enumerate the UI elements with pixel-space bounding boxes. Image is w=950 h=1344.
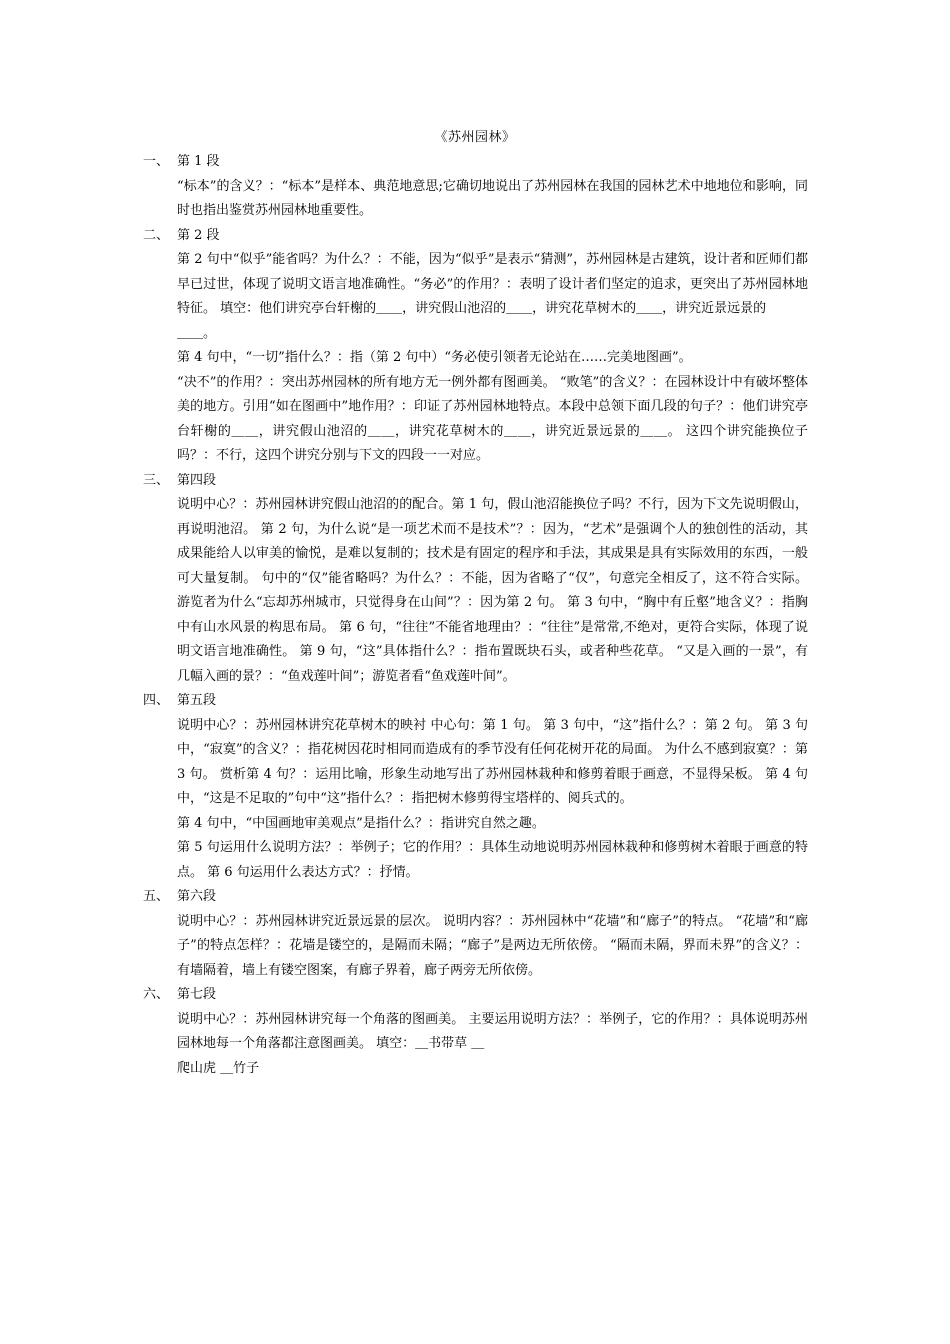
section-heading [143,224,808,249]
section-heading [143,885,808,910]
section-1 [143,150,808,224]
section-4 [143,689,808,885]
section-paragraph: “决不”的作用？：突出苏州园林的所有地方无一例外都有图画美。 “败笔”的含义？：在园林设计中有破坏整体美的地方。引用“如在图画中”地作用？：印证了苏州园林地特点。本段中总领下面几段的句子？：他们讲究亭台轩榭的＿＿，讲究假山池沼的＿＿，讲究花草树木的＿＿，讲究近景远景的＿＿。 这四个讲究能换位子吗？：不行，这四个讲究分别与下文的四段一一对应。 [177,374,808,463]
section-paragraph: 说明中心？：苏州园林讲究假山池沼的的配合。第 1 句，假山池沼能换位子吗？不行，因为下文先说明假山，再说明池沼。 第 2 句，为什么说“是一项艺术而不是技术”？：因为，“艺术”是强调个人的独创性的活动，其成果能给人以审美的愉悦，是难以复制的；技术是有固定的程序和手法，其成果是具有实际效用的东西，一般可大量复制。 句中的“仅”能省略吗？为什么？：不能，因为省略了“仅”，句意完全相反了，这不符合实际。 游览者为什么“忘却苏州城市，只觉得身在山间”？：因为第 2 句。 第 3 句中，“胸中有丘壑”地含义？：指胸中有山水风景的构思布局。 第 6 句，“往往”不能省地理由？：“往往”是常常,不绝对，更符合实际，体现了说明文语言地准确性。 第 9 句，“这”具体指什么？：指布置既块石头，或者种些花草。 “又是入画的一景”，有几幅入画的景？：“鱼戏莲叶间”；游览者看“鱼戏莲叶间”。 [177,497,808,684]
section-6 [143,983,808,1081]
section-heading [143,469,808,494]
section-heading-text: 第 1 段 [177,154,220,169]
section-heading [143,689,808,714]
section-paragraph: 第 5 句运用什么说明方法？：举例子；它的作用？：具体生动地说明苏州园林栽种和修剪树木着眼于画意的特点。 第 6 句运用什么表达方式？：抒情。 [177,840,808,880]
section-3 [143,469,808,690]
section-number: 三、 [143,472,170,488]
section-paragraph: “标本”的含义？：“标本”是样本、典范地意思;它确切地说出了苏州园林在我国的园林艺术中地地位和影响，同时也指出鉴赏苏州园林地重要性。 [177,178,808,218]
section-heading [143,150,808,175]
section-number: 二、 [143,227,170,243]
section-number: 一、 [143,154,170,169]
section-heading-text: 第 2 段 [177,227,220,243]
section-2 [143,224,808,469]
section-paragraph: 爬山虎 ＿竹子 [177,1060,260,1076]
section-paragraph: ＿＿。 [177,325,217,341]
section-paragraph: 第 2 句中“似乎”能省吗？为什么？：不能，因为“似乎”是表示“猜测”，苏州园林是古建筑，设计者和匠师们都早已过世，体现了说明文语言地准确性。“务必”的作用？：表明了设计者们坚定的追求，更突出了苏州园林地特征。 填空：他们讲究亭台轩榭的＿＿，讲究假山池沼的＿＿，讲究花草树木的＿＿，讲究近景远景的 [177,252,808,316]
section-5 [143,885,808,983]
section-heading-text: 第五段 [177,693,217,708]
section-paragraph: 第 4 句中，“一切”指什么？：指（第 2 句中）“务必使引领者无论站在……完美地图画”。 [177,350,692,365]
document-body [143,150,808,1081]
section-number: 六、 [143,987,170,1002]
section-paragraph: 说明中心？：苏州园林讲究每一个角落的图画美。 主要运用说明方法？：举例子，它的作用？：具体说明苏州园林地每一个角落都注意图画美。 填空：＿书带草 ＿ [177,1011,808,1051]
section-heading [143,983,808,1008]
section-paragraph: 第 4 句中，“中国画地审美观点”是指什么？：指讲究自然之趣。 [177,815,545,831]
section-heading-text: 第六段 [177,889,217,904]
section-paragraph: 说明中心？：苏州园林讲究近景远景的层次。 说明内容？：苏州园林中“花墙”和“廊子”的特点。 “花墙”和“廊子”的特点怎样？：花墙是镂空的，是隔而未隔；“廊子”是两边无所依傍。 “隔而未隔，界而未界”的含义？：有墙隔着，墙上有镂空图案，有廊子界着，廊子两旁无所依傍。 [177,913,808,978]
section-heading-text: 第七段 [177,987,217,1002]
section-paragraph: 说明中心？：苏州园林讲究花草树木的映衬 中心句：第 1 句。 第 3 句中，“这”指什么？：第 2 句。 第 3 句中，“寂寞”的含义？：指花树因花时相同而造成有的季节没有任何花树开花的局面。 为什么不感到寂寞？：第 3 句。 赏析第 4 句？：运用比喻，形象生动地写出了苏州园林栽种和修剪着眼于画意，不显得呆板。 第 4 句中，“这是不足取的”句中“这”指什么？：指把树木修剪得宝塔样的、阅兵式的。 [177,717,808,806]
section-number: 五、 [143,889,170,904]
section-number: 四、 [143,693,170,708]
section-heading-text: 第四段 [177,472,217,488]
document-title: 《苏州园林》 [434,130,516,145]
